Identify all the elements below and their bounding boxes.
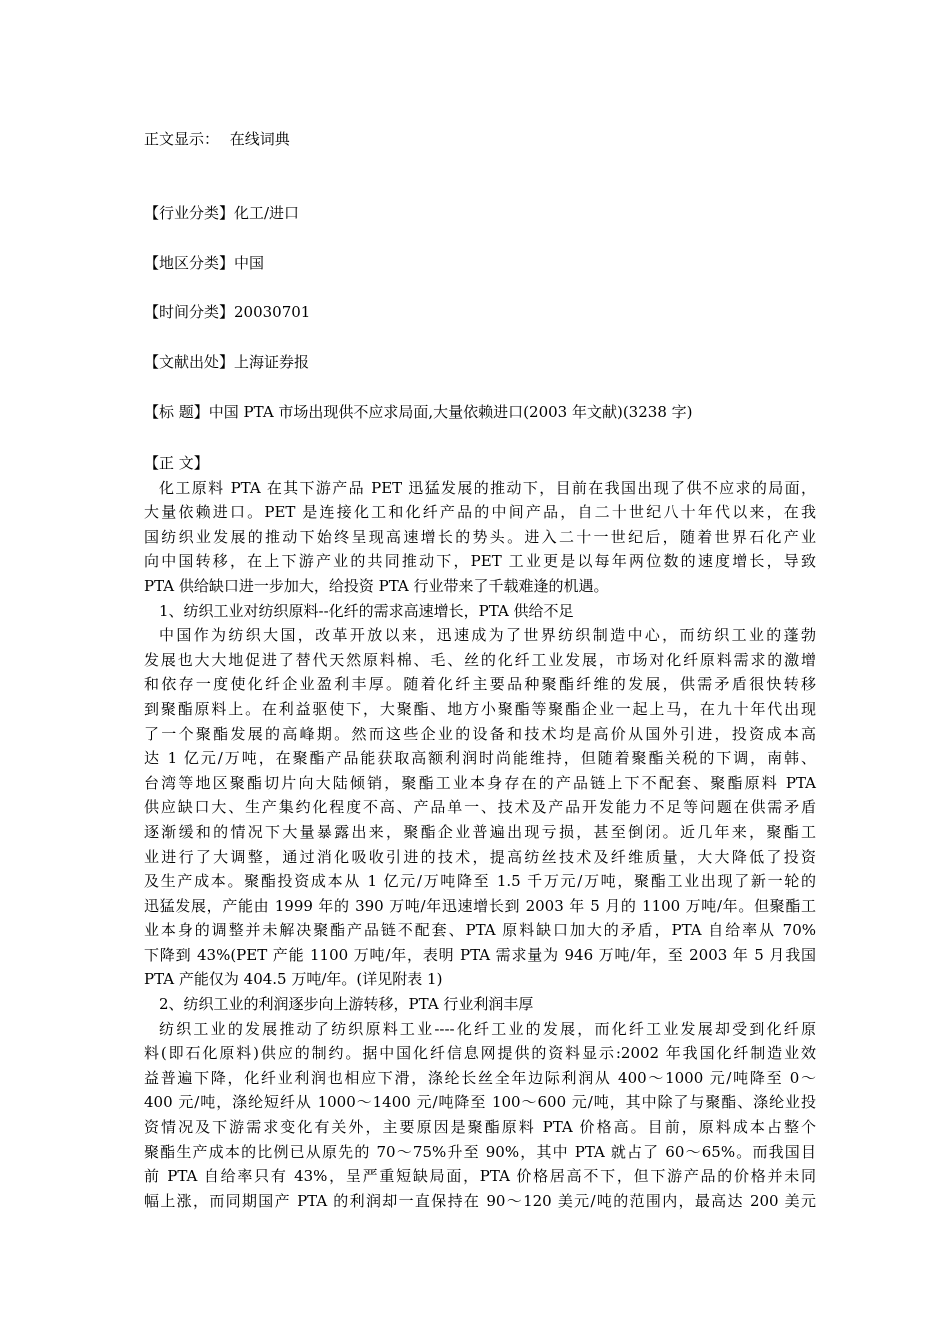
body-line: 益普遍下降，化纤业利润也相应下滑，涤纶长丝全年边际利润从 400～1000 元/吨降至 0～: [144, 1068, 816, 1087]
body-line: 业本身的调整并未解决聚酯产品链不配套、PTA 原料缺口加大的矛盾，PTA 自给率从 70%: [144, 921, 816, 940]
meta-title: 【标 题】中国 PTA 市场出现供不应求局面,大量依赖进口(2003 年文献)(3238 字): [144, 403, 693, 421]
meta-industry: 【行业分类】化工/进口: [144, 204, 300, 222]
body-line: 聚酯生产成本的比例已从原先的 70～75%升至 90%，其中 PTA 就占了 60～65%。而我国目: [144, 1142, 816, 1161]
display-label: 正文显示：: [144, 130, 220, 148]
body-line: 1、纺织工业对纺织原料--化纤的需求高速增长，PTA 供给不足: [159, 601, 574, 620]
display-value: 在线词典: [229, 130, 290, 148]
display-header: [144, 128, 290, 149]
body-heading: 【正 文】: [144, 454, 209, 472]
body-line: 台湾等地区聚酯切片向大陆倾销，聚酯工业本身存在的产品链上下不配套、聚酯原料 PTA: [144, 773, 816, 792]
body-line: 400 元/吨，涤纶短纤从 1000～1400 元/吨降至 100～600 元/吨，其中除了与聚酯、涤纶业投: [144, 1093, 816, 1112]
body-line: 业进行了大调整，通过消化吸收引进的技术，提高纺丝技术及纤维质量，大大降低了投资: [144, 847, 816, 866]
body-line: 向中国转移，在上下游产业的共同推动下，PET 工业更是以每年两位数的速度增长，导致: [144, 552, 816, 571]
body-line: 纺织工业的发展推动了纺织原料工业----化纤工业的发展，而化纤工业发展却受到化纤原: [159, 1019, 816, 1038]
body-line: 国纺织业发展的推动下始终呈现高速增长的势头。进入二十一世纪后，随着世界石化产业: [144, 527, 816, 546]
body-line: 幅上涨，而同期国产 PTA 的利润却一直保持在 90～120 美元/吨的范围内，最高达 200 美元: [144, 1191, 816, 1210]
body-line: 达 1 亿元/万吨，在聚酯产品能获取高额利润时尚能维持，但随着聚酯关税的下调，南韩、: [144, 749, 816, 768]
body-line: PTA 供给缺口进一步加大，给投资 PTA 行业带来了千载难逢的机遇。: [144, 576, 609, 595]
body-line: 迅猛发展，产能由 1999 年的 390 万吨/年迅速增长到 2003 年 5 月的 1100 万吨/年。但聚酯工: [144, 896, 816, 915]
meta-time: 【时间分类】20030701: [144, 303, 311, 321]
body-line: 供应缺口大、生产集约化程度不高、产品单一、技术及产品开发能力不足等问题在供需矛盾: [144, 798, 816, 817]
body-line: 2、纺织工业的利润逐步向上游转移，PTA 行业利润丰厚: [159, 995, 534, 1014]
body-line: 料(即石化原料)供应的制约。据中国化纤信息网提供的资料显示:2002 年我国化纤制造业效: [144, 1044, 816, 1063]
body-line: 和依存一度使化纤企业盈利丰厚。随着化纤主要品种聚酯纤维的发展，供需矛盾很快转移: [144, 675, 816, 694]
meta-source: 【文献出处】上海证券报: [144, 353, 310, 371]
body-line: 到聚酯原料上。在利益驱使下，大聚酯、地方小聚酯等聚酯企业一起上马，在九十年代出现: [144, 699, 816, 718]
body-line: PTA 产能仅为 404.5 万吨/年。(详见附表 1): [144, 970, 443, 989]
body-line: 逐渐缓和的情况下大量暴露出来，聚酯企业普遍出现亏损，甚至倒闭。近几年来，聚酯工: [144, 822, 816, 841]
body-lines: [144, 476, 816, 1214]
body-line: 了一个聚酯发展的高峰期。然而这些企业的设备和技术均是高价从国外引进，投资成本高: [144, 724, 816, 743]
body-line: 及生产成本。聚酯投资成本从 1 亿元/万吨降至 1.5 千万元/万吨，聚酯工业出现了新一轮的: [144, 872, 816, 891]
meta-region: 【地区分类】中国: [144, 254, 265, 272]
body-line: 化工原料 PTA 在其下游产品 PET 迅猛发展的推动下，目前在我国出现了供不应求的局面，: [159, 478, 816, 497]
body-line: 中国作为纺织大国，改革开放以来，迅速成为了世界纺织制造中心，而纺织工业的蓬勃: [159, 626, 816, 645]
body-line: 发展也大大地促进了替代天然原料棉、毛、丝的化纤工业发展，市场对化纤原料需求的激增: [144, 650, 816, 669]
article-body: [144, 451, 816, 1213]
body-line: 大量依赖进口。PET 是连接化工和化纤产品的中间产品，自二十世纪八十年代以来，在我: [144, 503, 816, 522]
body-line: 下降到 43%(PET 产能 1100 万吨/年，表明 PTA 需求量为 946 万吨/年，至 2003 年 5 月我国: [144, 945, 816, 964]
body-line: 资情况及下游需求变化有关外，主要原因是聚酯原料 PTA 价格高。目前，原料成本占整个: [144, 1118, 816, 1137]
body-line: 前 PTA 自给率只有 43%，呈严重短缺局面，PTA 价格居高不下，但下游产品的价格并未同: [144, 1167, 816, 1186]
